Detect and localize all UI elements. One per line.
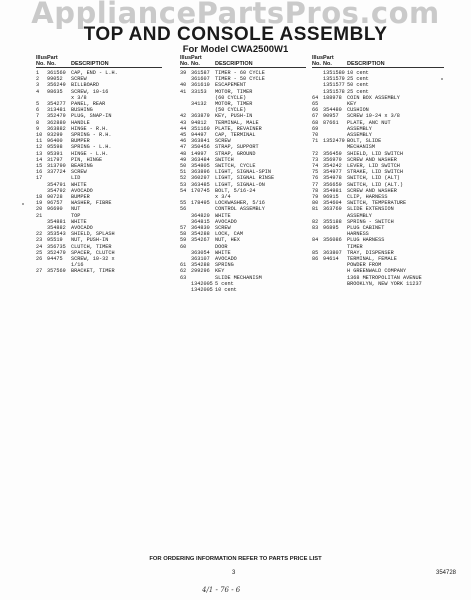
part-number: 96400 bbox=[47, 138, 63, 145]
illus-number: 24 bbox=[36, 243, 43, 250]
illus-number: 64 bbox=[312, 94, 319, 101]
part-description: CUSHION bbox=[347, 107, 369, 114]
part-number: 352479 bbox=[47, 249, 66, 256]
column-header bbox=[312, 61, 444, 68]
part-number: 357569 bbox=[47, 268, 66, 275]
illus-number: 42 bbox=[180, 113, 187, 120]
illus-number: 66 bbox=[312, 107, 319, 114]
part-description: BUMPER bbox=[71, 193, 90, 200]
part-number: 356735 bbox=[47, 243, 66, 250]
model-subtitle: For Model CWA2500W1 bbox=[182, 44, 289, 55]
header-illus: Illus. bbox=[36, 55, 49, 61]
part-description: HINGE - L.H. bbox=[71, 150, 109, 157]
part-number: 356249 bbox=[47, 82, 66, 89]
part-number: 354288 bbox=[191, 231, 210, 238]
illus-number: 3 bbox=[36, 82, 40, 89]
illus-number: 54 bbox=[180, 187, 187, 194]
illus-number: 44 bbox=[180, 125, 187, 132]
illus-number: 74 bbox=[312, 162, 319, 169]
part-number: 33153 bbox=[191, 88, 207, 95]
part-number: 352479 bbox=[47, 113, 66, 120]
part-number: 356459 bbox=[323, 150, 342, 157]
illus-number: 77 bbox=[312, 181, 319, 188]
illus-number: 51 bbox=[180, 169, 187, 176]
part-number: 94475 bbox=[47, 256, 63, 262]
part-description: ESCAPEMENT bbox=[215, 82, 247, 89]
part-description: 25 cent bbox=[347, 76, 369, 83]
header-illus: Illus. bbox=[312, 55, 325, 61]
part-description: BROOKLYN, NEW YORK 11237 bbox=[347, 280, 422, 287]
illus-number: 55 bbox=[180, 200, 187, 207]
header-part: Part bbox=[47, 55, 58, 61]
part-number: 313481 bbox=[47, 107, 66, 114]
part-description: HARNESS bbox=[347, 231, 369, 238]
part-description: SWITCH, TEMPERATURE bbox=[347, 200, 407, 207]
part-number: 170745 bbox=[191, 187, 210, 194]
part-description: 10 cent bbox=[347, 69, 369, 76]
part-description: H GREENWALD COMPANY bbox=[347, 268, 407, 275]
part-description: (60 CYCLE) bbox=[215, 94, 247, 101]
part-description: 5 cent bbox=[215, 280, 234, 287]
part-description: ASSEMBLY bbox=[347, 212, 372, 219]
header-part-no: No. bbox=[47, 61, 56, 68]
header-description: DESCRIPTION bbox=[215, 61, 253, 68]
illus-number: 85 bbox=[312, 249, 319, 256]
illus-number: 27 bbox=[36, 268, 43, 275]
part-number: 93299 bbox=[47, 131, 63, 138]
illus-number: 70 bbox=[312, 131, 319, 138]
part-number: 90728 bbox=[47, 193, 63, 200]
part-description: ASSEMBLY bbox=[347, 125, 372, 132]
scan-speck bbox=[22, 203, 24, 205]
part-number: 354242 bbox=[323, 162, 342, 169]
illus-number: 12 bbox=[36, 144, 43, 151]
part-description: CLUTCH, TIMER bbox=[71, 243, 112, 250]
part-description: TERMINAL, FEMALE bbox=[347, 256, 397, 262]
part-description: AVOCADO bbox=[215, 256, 237, 262]
illus-number: 18 bbox=[36, 193, 43, 200]
part-number: 354981 bbox=[323, 187, 342, 194]
part-description: TERMINAL, MALE bbox=[215, 119, 259, 126]
part-description: LIGHT, SIGNAL RINSE bbox=[215, 175, 275, 182]
illus-number: 50 bbox=[180, 162, 187, 169]
part-number: 354791 bbox=[47, 181, 66, 188]
illus-number: 52 bbox=[180, 175, 187, 182]
part-description: HINGE - R.H. bbox=[71, 125, 109, 132]
illus-number: 6 bbox=[36, 107, 40, 114]
illus-number: 53 bbox=[180, 181, 187, 188]
page-number: 3 bbox=[232, 570, 236, 576]
part-description: AVOCADO bbox=[71, 224, 93, 231]
header-illus: Illus. bbox=[180, 55, 193, 61]
header-illus-no: No. bbox=[36, 61, 45, 68]
part-number: 1352479 bbox=[323, 138, 345, 145]
part-number: 96915 bbox=[323, 193, 339, 200]
illus-number: 7 bbox=[36, 113, 40, 120]
part-description: SWITCH bbox=[215, 156, 234, 163]
page-title: TOP AND CONSOLE ASSEMBLY bbox=[83, 24, 388, 45]
parts-row bbox=[180, 287, 306, 293]
part-number: 363769 bbox=[323, 206, 342, 213]
illus-number: 41 bbox=[180, 88, 187, 95]
part-description: TRAY, DISPENSER bbox=[347, 249, 394, 256]
illus-number: 40 bbox=[180, 82, 187, 89]
part-number: 94812 bbox=[191, 119, 207, 126]
illus-number: 13 bbox=[36, 150, 43, 157]
part-description: BILLBOARD bbox=[71, 82, 100, 89]
part-number: 354267 bbox=[191, 237, 210, 244]
illus-number: 47 bbox=[180, 144, 187, 151]
part-number: 31797 bbox=[47, 156, 63, 163]
part-description: SLIDE EXTENSION bbox=[347, 206, 394, 213]
part-description: NUT bbox=[71, 206, 81, 213]
part-description: POWDER FROM bbox=[347, 262, 382, 269]
part-description: SWITCH, CYCLE bbox=[215, 162, 256, 169]
illus-number: 20 bbox=[36, 206, 43, 213]
part-description: BUMPER bbox=[71, 138, 90, 145]
part-description: STRAP, SUPPORT bbox=[215, 144, 259, 151]
part-number: 363054 bbox=[191, 249, 210, 256]
parts-column-3 bbox=[312, 55, 444, 287]
illus-number: 49 bbox=[180, 156, 187, 163]
part-number: 363882 bbox=[47, 125, 66, 132]
part-description: SPRING bbox=[215, 262, 234, 269]
part-number: 363484 bbox=[191, 156, 210, 163]
part-description: 10 cent bbox=[215, 287, 237, 294]
part-number: 363107 bbox=[191, 256, 210, 262]
part-number: 354277 bbox=[47, 100, 66, 107]
illus-number: 84 bbox=[312, 237, 319, 244]
part-description: BUSHING bbox=[71, 107, 93, 114]
column-header bbox=[36, 61, 162, 68]
illus-number: 21 bbox=[36, 212, 43, 219]
part-number: 354288 bbox=[191, 262, 210, 269]
parts-row bbox=[312, 281, 444, 287]
part-description: (50 CYCLE) bbox=[215, 107, 247, 114]
part-description: SWITCH, LID (ALT.) bbox=[347, 181, 404, 188]
illus-number: 8 bbox=[36, 119, 40, 126]
illus-number: 43 bbox=[180, 119, 187, 126]
illus-number: 86 bbox=[312, 256, 319, 262]
part-number: 361607 bbox=[191, 76, 210, 83]
part-description: 1/16 bbox=[71, 262, 84, 269]
part-description: ASSEMBLY bbox=[347, 131, 372, 138]
illus-number: 73 bbox=[312, 156, 319, 163]
part-number: 354480 bbox=[323, 107, 342, 114]
part-description: TIMER - 50 CYCLE bbox=[215, 76, 265, 83]
part-description: CAP, END - L.H. bbox=[71, 69, 118, 76]
illus-number: 68 bbox=[312, 119, 319, 126]
part-description: WHITE bbox=[215, 212, 231, 219]
illus-number: 17 bbox=[36, 175, 43, 182]
handwritten-note: 4/1 - 76 - 6 bbox=[202, 586, 241, 594]
illus-number: 59 bbox=[180, 237, 187, 244]
illus-number: 11 bbox=[36, 138, 43, 145]
part-description: PLUG HARNESS bbox=[347, 237, 385, 244]
part-number: 363896 bbox=[191, 169, 210, 176]
part-number: 96757 bbox=[47, 200, 63, 207]
watermark: AppliancePartsPros.com bbox=[31, 0, 440, 30]
part-description: SCREW bbox=[215, 138, 231, 145]
part-description: BOLT, SLIDE bbox=[347, 138, 382, 145]
part-number: 354604 bbox=[323, 200, 342, 207]
part-description: SPRING - R.H. bbox=[71, 131, 112, 138]
illus-number: 63 bbox=[180, 274, 187, 281]
illus-number: 80 bbox=[312, 200, 319, 207]
part-number: 95391 bbox=[47, 150, 63, 157]
part-description: WHITE bbox=[215, 249, 231, 256]
part-number: 363485 bbox=[191, 181, 210, 188]
part-description: PLUG, SNAP-IN bbox=[71, 113, 112, 120]
part-number: 361587 bbox=[191, 69, 210, 76]
part-number: 1351579 bbox=[323, 76, 345, 83]
header-part: Part bbox=[191, 55, 202, 61]
illus-number: 1 bbox=[36, 69, 40, 76]
part-number: 361610 bbox=[191, 82, 210, 89]
part-description: 1368 METROPOLITAN AVENUE bbox=[347, 274, 422, 281]
part-number: 98635 bbox=[47, 88, 63, 95]
part-description: CONTROL ASSEMBLY bbox=[215, 206, 265, 213]
part-description: 25 cent bbox=[347, 88, 369, 95]
part-number: 361560 bbox=[47, 69, 66, 76]
illus-number: 23 bbox=[36, 237, 43, 244]
illus-number: 2 bbox=[36, 76, 40, 83]
part-number: 351160 bbox=[191, 125, 210, 132]
part-description: DOOR bbox=[215, 243, 228, 250]
part-description: HANDLE bbox=[71, 119, 90, 126]
illus-number bbox=[180, 287, 191, 293]
illus-number: 16 bbox=[36, 169, 43, 176]
part-number: 1351580 bbox=[323, 69, 345, 76]
part-description: CAP, TERMINAL bbox=[215, 131, 256, 138]
part-description: MOTOR, TIMER bbox=[215, 100, 253, 107]
part-description: PANEL, REAR bbox=[71, 100, 106, 107]
parts-column-2 bbox=[180, 55, 306, 293]
part-number: 356979 bbox=[323, 156, 342, 163]
part-number: 360297 bbox=[191, 175, 210, 182]
part-description: NUT, PUSH-IN bbox=[71, 237, 109, 244]
illus-number: 69 bbox=[312, 125, 319, 132]
part-number: 354805 bbox=[191, 162, 210, 169]
illus-number: 39 bbox=[180, 69, 187, 76]
part-number: 356086 bbox=[323, 237, 342, 244]
part-description: MOTOR, TIMER bbox=[215, 88, 253, 95]
part-description: NUT, HEX bbox=[215, 237, 240, 244]
illus-number: 10 bbox=[36, 131, 43, 138]
part-number: 90957 bbox=[323, 113, 339, 120]
part-description: SLIDE MECHANISM bbox=[215, 274, 262, 281]
illus-number: 25 bbox=[36, 249, 43, 256]
header-part-no: No. bbox=[191, 61, 200, 68]
part-number: 364815 bbox=[191, 218, 210, 225]
part-description: SPRING - L.H. bbox=[71, 144, 112, 151]
part-description: SCREW bbox=[71, 169, 87, 176]
part-description: SHIELD, LID SWITCH bbox=[347, 150, 404, 157]
part-description: BEARING bbox=[71, 162, 93, 169]
part-description: LIGHT, SIGNAL-SPIN bbox=[215, 169, 272, 176]
header-description: DESCRIPTION bbox=[71, 61, 109, 68]
illus-number: 83 bbox=[312, 224, 319, 231]
illus-number: 14 bbox=[36, 156, 43, 163]
part-description: WHITE bbox=[71, 218, 87, 225]
illus-number: 45 bbox=[180, 131, 187, 138]
illus-number: 9 bbox=[36, 125, 40, 132]
part-number: 87661 bbox=[323, 119, 339, 126]
illus-number bbox=[312, 281, 323, 287]
illus-number: 5 bbox=[36, 100, 40, 107]
illus-number: 48 bbox=[180, 150, 187, 157]
part-number: 354978 bbox=[323, 175, 342, 182]
part-description: x 3/8 bbox=[71, 94, 87, 101]
illus-number: 19 bbox=[36, 200, 43, 207]
parts-column-1 bbox=[36, 55, 162, 275]
ordering-info-footer: FOR ORDERING INFORMATION REFER TO PARTS PRICE LIST bbox=[149, 556, 322, 562]
part-description: SCREW bbox=[71, 76, 87, 83]
part-number: 363879 bbox=[191, 113, 210, 120]
part-number: 354882 bbox=[47, 224, 66, 231]
part-number: 337724 bbox=[47, 169, 66, 176]
part-number: 99052 bbox=[47, 76, 63, 83]
illus-number: 56 bbox=[180, 206, 187, 213]
part-description: AVOCADO bbox=[71, 187, 93, 194]
part-description: SCREW bbox=[215, 224, 231, 231]
part-description: COIN BOX ASSEMBLY bbox=[347, 94, 400, 101]
illus-number: 81 bbox=[312, 206, 319, 213]
part-description: STRAKE, LID SWITCH bbox=[347, 169, 404, 176]
part-description: TIMER - 60 CYCLE bbox=[215, 69, 265, 76]
illus-number: 22 bbox=[36, 231, 43, 238]
part-description: SHIELD, SPLASH bbox=[71, 231, 115, 238]
part-description: CLIP, HARNESS bbox=[347, 193, 388, 200]
part-number: 363841 bbox=[191, 138, 210, 145]
header-illus-no: No. bbox=[180, 61, 189, 68]
part-description: PLATE, ANC NUT bbox=[347, 119, 391, 126]
part-description: KEY bbox=[347, 100, 357, 107]
part-number: 299296 bbox=[191, 268, 210, 275]
part-description: SCREW, 10-32 x bbox=[71, 256, 115, 262]
illus-number: 82 bbox=[312, 218, 319, 225]
illus-number: 46 bbox=[180, 138, 187, 145]
illus-number: 76 bbox=[312, 175, 319, 182]
part-number: 178495 bbox=[191, 200, 210, 207]
illus-number: 67 bbox=[312, 113, 319, 120]
illus-number: 60 bbox=[180, 243, 187, 250]
part-description: WHITE bbox=[71, 181, 87, 188]
part-number: 95519 bbox=[47, 237, 63, 244]
part-description: SCREW AND WASHER bbox=[347, 187, 397, 194]
part-number: 1351578 bbox=[323, 88, 345, 95]
part-description: LEVER, LID SWITCH bbox=[347, 162, 400, 169]
part-description: LID bbox=[71, 175, 81, 182]
part-description: SPRING - SWITCH bbox=[347, 218, 394, 225]
part-number: 313790 bbox=[47, 162, 66, 169]
part-number: 1342005 bbox=[191, 280, 213, 287]
part-number: 34132 bbox=[191, 100, 207, 107]
illus-number: 79 bbox=[312, 193, 319, 200]
document-number: 354728 bbox=[436, 570, 457, 576]
part-description: 50 cent bbox=[347, 82, 369, 89]
part-description: SCREW, 10-16 bbox=[71, 88, 109, 95]
part-description: SWITCH, LID (ALT) bbox=[347, 175, 400, 182]
part-description: KEY, PUSH-IN bbox=[215, 113, 253, 120]
part-description: MECHANISM bbox=[347, 144, 376, 151]
illus-number: 72 bbox=[312, 150, 319, 157]
illus-number: 71 bbox=[312, 138, 319, 145]
illus-number: 4 bbox=[36, 88, 40, 95]
part-description: STRAP, GROUND bbox=[215, 150, 256, 157]
header-part-no: No. bbox=[323, 61, 332, 68]
part-number: 94497 bbox=[191, 131, 207, 138]
part-number: 96895 bbox=[323, 224, 339, 231]
parts-row bbox=[36, 268, 162, 274]
header-part: Part bbox=[323, 55, 334, 61]
illus-number: 15 bbox=[36, 162, 43, 169]
part-description: PIN, HINGE bbox=[71, 156, 103, 163]
illus-number: 58 bbox=[180, 231, 187, 238]
part-description: SCREW 10-24 x 3/8 bbox=[347, 113, 400, 120]
part-description: PLUG CABINET bbox=[347, 224, 385, 231]
illus-number: 78 bbox=[312, 187, 319, 194]
header-description: DESCRIPTION bbox=[347, 61, 385, 68]
part-number bbox=[323, 281, 347, 287]
part-number: 1342005 bbox=[191, 287, 213, 294]
part-description: SPACER, CLUTCH bbox=[71, 249, 115, 256]
part-number: 354881 bbox=[47, 218, 66, 225]
part-number: 364820 bbox=[191, 212, 210, 219]
header-illus-no: No. bbox=[312, 61, 321, 68]
part-number: 353543 bbox=[47, 231, 66, 238]
part-number: 355188 bbox=[323, 218, 342, 225]
part-description: SCREW AND WASHER bbox=[347, 156, 397, 163]
illus-number: 65 bbox=[312, 100, 319, 107]
part-description: BRACKET, TIMER bbox=[71, 268, 115, 275]
part-description: PLATE, REVAINER bbox=[215, 125, 262, 132]
illus-number: 61 bbox=[180, 262, 187, 269]
part-number: 1351577 bbox=[323, 82, 345, 89]
part-number: 95598 bbox=[47, 144, 63, 151]
illus-number: 75 bbox=[312, 169, 319, 176]
part-description: x 3/4 bbox=[215, 193, 231, 200]
part-number: 350456 bbox=[191, 144, 210, 151]
part-description: TIMER bbox=[347, 243, 363, 250]
part-description: BOLT, 5/16-24 bbox=[215, 187, 256, 194]
illus-number: 26 bbox=[36, 256, 43, 262]
illus-number: 62 bbox=[180, 268, 187, 275]
illus-number: 57 bbox=[180, 224, 187, 231]
part-description: LOCK, CAM bbox=[215, 231, 244, 238]
part-description: LOCKWASHER, 5/16 bbox=[215, 200, 265, 207]
scan-speck bbox=[441, 78, 443, 80]
part-description: KEY bbox=[215, 268, 225, 275]
part-number: 14997 bbox=[191, 150, 207, 157]
part-number: 364830 bbox=[191, 224, 210, 231]
column-header bbox=[180, 61, 306, 68]
part-description: WASHER, FIBRE bbox=[71, 200, 112, 207]
part-number: 96690 bbox=[47, 206, 63, 213]
part-number: 363807 bbox=[323, 249, 342, 256]
part-number: 354977 bbox=[323, 169, 342, 176]
part-description: AVOCADO bbox=[215, 218, 237, 225]
part-number: 362880 bbox=[47, 119, 66, 126]
part-number: 94614 bbox=[323, 256, 339, 262]
part-description: TOP bbox=[71, 212, 81, 219]
part-number: 354792 bbox=[47, 187, 66, 194]
part-number: 356659 bbox=[323, 181, 342, 188]
part-description: LIGHT, SIGNAL-ON bbox=[215, 181, 265, 188]
part-number: 188978 bbox=[323, 94, 342, 101]
